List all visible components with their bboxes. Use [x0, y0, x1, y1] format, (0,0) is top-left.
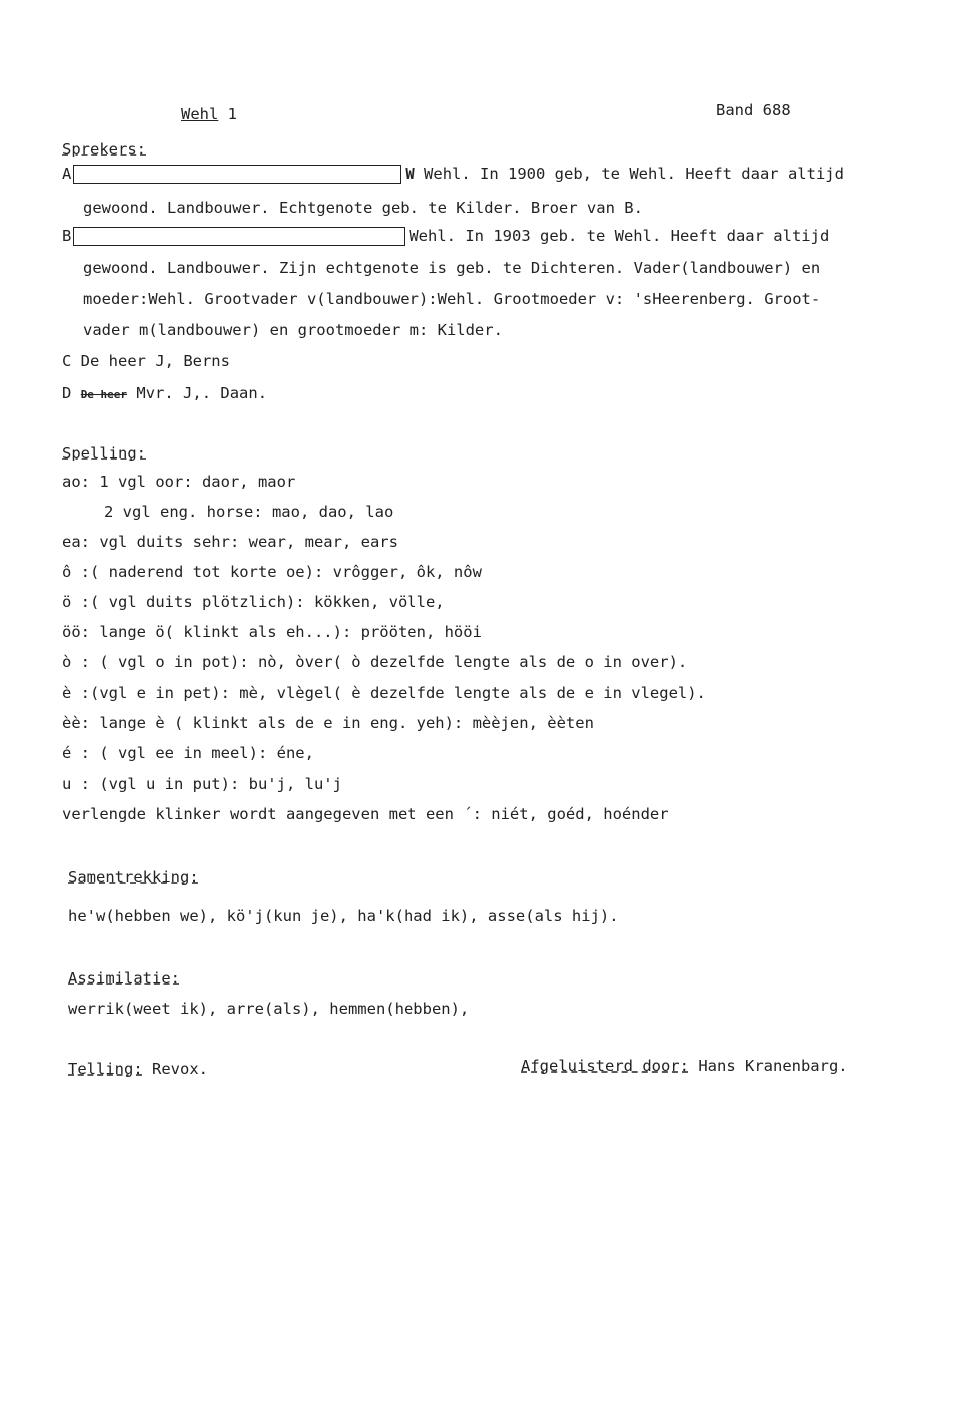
spelling-heading: Spelling:: [62, 444, 146, 462]
spelling-line: é : ( vgl ee in meel): éne,: [62, 744, 314, 762]
spelling-line: èè: lange è ( klinkt als de e in eng. yeh): mèèjen, èèten: [62, 714, 594, 732]
spelling-line: ao: 1 vgl oor: daor, maor: [62, 473, 296, 491]
spelling-line: ô :( naderend tot korte oe): vrôgger, ôk, nôw: [62, 563, 482, 581]
speaker-b-line2: gewoond. Landbouwer. Zijn echtgenote is geb. te Dichteren. Vader(landbouwer) en: [83, 259, 821, 277]
speaker-b-line1: B Wehl. In 1903 geb. te Wehl. Heeft daar altijd: [62, 227, 830, 245]
spelling-line: u : (vgl u in put): bu'j, lu'j: [62, 775, 342, 793]
redaction-box-b: [73, 227, 405, 246]
spelling-line: 2 vgl eng. horse: mao, dao, lao: [104, 503, 394, 521]
struck-text: De heer: [80, 388, 128, 401]
spelling-line: verlengde klinker wordt aangegeven met een ´: niét, goéd, hoénder: [62, 805, 669, 823]
speaker-a-line1: A W Wehl. In 1900 geb, te Wehl. Heeft daar altijd: [62, 165, 844, 183]
assimilatie-text: werrik(weet ik), arre(als), hemmen(hebben),: [68, 1000, 470, 1018]
spelling-line: ea: vgl duits sehr: wear, mear, ears: [62, 533, 398, 551]
speaker-c-line: C De heer J, Berns: [62, 352, 230, 370]
spelling-line: ò : ( vgl o in pot): nò, òver( ò dezelfde lengte als de o in over).: [62, 653, 688, 671]
header-title: Wehl 1: [181, 105, 238, 123]
afgeluisterd-door: Afgeluisterd door: Hans Kranenbarg.: [521, 1057, 848, 1075]
samentrekking-heading: Samentrekking:: [68, 868, 199, 886]
assimilatie-heading: Assimilatie:: [68, 969, 180, 987]
speaker-b-line4: vader m(landbouwer) en grootmoeder m: Kilder.: [83, 321, 503, 339]
telling: Telling: Revox.: [68, 1060, 208, 1078]
speaker-b-line3: moeder:Wehl. Grootvader v(landbouwer):Wehl. Grootmoeder v: 'sHeerenberg. Groot-: [83, 290, 821, 308]
sprekers-heading: Sprekers:: [62, 140, 146, 158]
spelling-line: è :(vgl e in pet): mè, vlègel( è dezelfde lengte als de e in vlegel).: [62, 684, 706, 702]
spelling-line: öö: lange ö( klinkt als eh...): prööten, hööi: [62, 623, 482, 641]
samentrekking-text: he'w(hebben we), kö'j(kun je), ha'k(had ik), asse(als hij).: [68, 907, 619, 925]
redaction-box-a: [73, 165, 401, 184]
spelling-line: ö :( vgl duits plötzlich): kökken, völle,: [62, 593, 445, 611]
speaker-d-line: D De heer Mvr. J,. Daan.: [62, 384, 268, 402]
speaker-a-line2: gewoond. Landbouwer. Echtgenote geb. te Kilder. Broer van B.: [83, 199, 643, 217]
band-number: Band 688: [716, 101, 791, 119]
